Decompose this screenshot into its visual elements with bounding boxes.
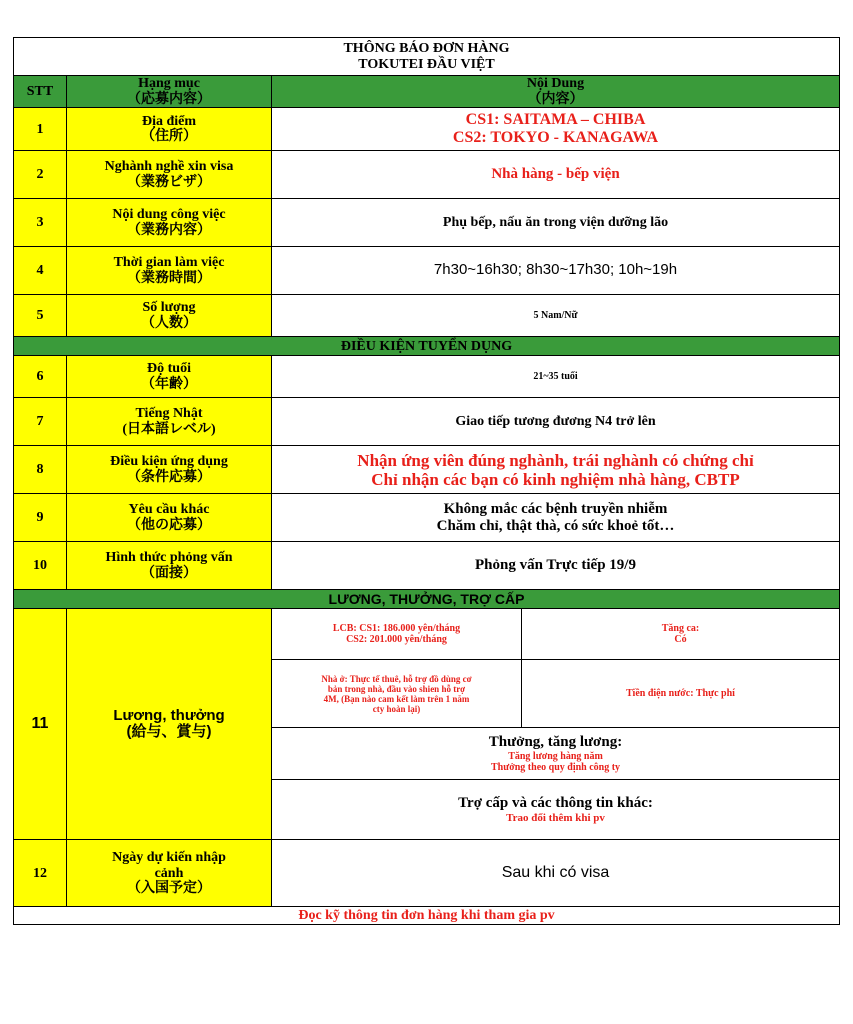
- section-heading-conditions: ĐIỀU KIỆN TUYỂN DỤNG: [14, 337, 840, 356]
- row-category: [67, 356, 272, 398]
- row-category-vi: Địa điểm: [141, 113, 197, 129]
- row-content: Phụ bếp, nấu ăn trong viện dưỡng lão: [272, 199, 840, 247]
- row-content: 21~35 tuổi: [272, 356, 840, 398]
- column-header-row: [14, 76, 840, 108]
- table-row-other-requirements: [14, 494, 840, 542]
- row-content-line-2: Chỉ nhận các bạn có kinh nghiệm nhà hàng, CBTP: [371, 469, 740, 489]
- table-row-working-hours: [14, 247, 840, 295]
- row-number: 4: [14, 247, 67, 295]
- row-category-vi: Thời gian làm việc: [113, 255, 225, 271]
- row-content-line-1: Nhận ứng viên đúng nghành, trái nghành có chứng chỉ: [357, 450, 754, 470]
- housing-line-2: bản trong nhà, đầu vào shien hỗ trợ: [327, 683, 466, 694]
- table-row-entry-date: [14, 840, 840, 907]
- allowance-title: Trợ cấp và các thông tin khác:: [458, 795, 653, 812]
- row-content: 7h30~16h30; 8h30~17h30; 10h~19h: [272, 247, 840, 295]
- title-line-2: TOKUTEI ĐẦU VIỆT: [358, 56, 495, 72]
- section-heading-salary: LƯƠNG, THƯỞNG, TRỢ CẤP: [14, 590, 840, 609]
- table-row-quantity: [14, 295, 840, 337]
- footer-note: Đọc kỹ thông tin đơn hàng khi tham gia pv: [14, 907, 840, 925]
- base-salary-cell: [272, 609, 522, 660]
- column-header-category-jp: （応募内容）: [127, 91, 211, 107]
- row-content-line-1: Không mắc các bệnh truyền nhiễm: [443, 501, 668, 518]
- table-row-location: [14, 108, 840, 151]
- row-category-vi-1: Ngày dự kiến nhập: [112, 849, 226, 865]
- row-number: 6: [14, 356, 67, 398]
- row-content-line-2: Chăm chỉ, thật thà, có sức khoẻ tốt…: [436, 517, 675, 534]
- row-number: 8: [14, 446, 67, 494]
- table-row-application-conditions: [14, 446, 840, 494]
- section-salary-row: [14, 590, 840, 609]
- row-number: 7: [14, 398, 67, 446]
- bonus-line-1: Tăng lương hàng năm: [508, 751, 603, 763]
- row-category-jp: （年齢）: [141, 376, 197, 392]
- bonus-line-2: Thưởng theo quy định công ty: [490, 762, 621, 774]
- title-line-1: THÔNG BÁO ĐƠN HÀNG: [343, 40, 510, 56]
- overtime-cell: [522, 609, 840, 660]
- row-content: 5 Nam/Nữ: [272, 295, 840, 337]
- section-conditions-row: [14, 337, 840, 356]
- base-salary-line-1: LCB: CS1: 186.000 yên/tháng: [332, 623, 461, 635]
- table-row-japanese-level: [14, 398, 840, 446]
- overtime-value: Có: [674, 634, 687, 646]
- row-number: 2: [14, 151, 67, 199]
- row-category: [67, 840, 272, 907]
- row-category: [67, 151, 272, 199]
- column-header-content-jp: （内容）: [527, 91, 584, 107]
- table-row-visa-field: [14, 151, 840, 199]
- column-header-content: [272, 76, 840, 108]
- table-row-job-content: [14, 199, 840, 247]
- housing-line-3: 4M, (Bạn nào cam kết làm trên 1 năm: [323, 693, 470, 704]
- housing-cell: [272, 660, 522, 728]
- row-content: [272, 108, 840, 151]
- column-header-category-vi: Hạng mục: [138, 76, 200, 91]
- table-row-interview-format: [14, 542, 840, 590]
- row-category-vi-2: cảnh: [154, 865, 184, 881]
- row-number: 1: [14, 108, 67, 151]
- row-category: [67, 446, 272, 494]
- row-number: 10: [14, 542, 67, 590]
- allowance-cell: [272, 780, 840, 840]
- table-row-age: [14, 356, 840, 398]
- order-notice-table: [13, 37, 840, 925]
- housing-line-1: Nhà ở: Thực tế thuê, hỗ trợ đồ dùng cơ: [321, 673, 472, 684]
- footer-row: [14, 907, 840, 925]
- row-number: 11: [14, 609, 67, 840]
- row-content: Phỏng vấn Trực tiếp 19/9: [272, 542, 840, 590]
- row-category-jp: （他の応募）: [127, 517, 211, 533]
- row-content: Sau khi có visa: [272, 840, 840, 907]
- bonus-title: Thưởng, tăng lương:: [488, 734, 623, 751]
- row-content-line-1: CS1: SAITAMA – CHIBA: [465, 111, 646, 129]
- row-category: [67, 199, 272, 247]
- bonus-cell: [272, 728, 840, 780]
- row-category-vi: Nội dung công việc: [112, 207, 226, 223]
- row-content: [272, 494, 840, 542]
- row-category: [67, 108, 272, 151]
- row-number: 5: [14, 295, 67, 337]
- row-category-jp: （住所）: [141, 129, 197, 145]
- row-category-vi: Lương, thưởng: [113, 706, 225, 724]
- row-category-vi: Tiếng Nhật: [135, 406, 203, 422]
- row-content: Nhà hàng - bếp viện: [272, 151, 840, 199]
- row-category: [67, 398, 272, 446]
- row-category-vi: Nghành nghề xin visa: [104, 159, 234, 175]
- row-content: Giao tiếp tương đương N4 trở lên: [272, 398, 840, 446]
- row-category-jp: （人数）: [141, 315, 197, 331]
- row-category-vi: Điều kiện ứng dụng: [110, 454, 228, 470]
- title-row: [14, 38, 840, 76]
- row-category-vi: Yêu cầu khác: [128, 502, 210, 518]
- row-category-vi: Hình thức phỏng vấn: [105, 550, 233, 566]
- row-category-vi: Số lượng: [142, 300, 196, 316]
- overtime-label: Tăng ca:: [661, 623, 700, 635]
- column-header-category: [67, 76, 272, 108]
- row-category-jp: （業務ビザ）: [127, 174, 211, 190]
- row-category-jp: （条件応募）: [127, 469, 211, 485]
- row-category-jp: (給与、賞与): [126, 723, 212, 741]
- row-category-vi: Độ tuổi: [147, 361, 191, 377]
- base-salary-line-2: CS2: 201.000 yên/tháng: [346, 634, 447, 646]
- row-number: 3: [14, 199, 67, 247]
- row-category-jp: (日本語レベル): [122, 421, 216, 437]
- column-header-content-vi: Nội Dung: [526, 76, 585, 91]
- page-title: [14, 38, 840, 76]
- column-header-stt: STT: [14, 76, 67, 108]
- row-category: [67, 494, 272, 542]
- allowance-line-1: Trao đổi thêm khi pv: [506, 812, 605, 825]
- row-category: [67, 609, 272, 840]
- row-category-jp: （業務時間）: [127, 270, 211, 286]
- salary-row-base: [14, 609, 840, 660]
- row-category: [67, 295, 272, 337]
- row-content-line-2: CS2: TOKYO - KANAGAWA: [452, 129, 659, 147]
- row-content: [272, 446, 840, 494]
- row-category-jp: （面接）: [141, 565, 197, 581]
- row-category-jp: （入国予定）: [127, 881, 211, 897]
- row-category-jp: （業務内容）: [127, 222, 211, 238]
- row-number: 12: [14, 840, 67, 907]
- row-category: [67, 247, 272, 295]
- row-category: [67, 542, 272, 590]
- housing-line-4: cty hoàn lại): [372, 703, 421, 714]
- utilities-cell: Tiền điện nước: Thực phí: [522, 660, 840, 728]
- row-number: 9: [14, 494, 67, 542]
